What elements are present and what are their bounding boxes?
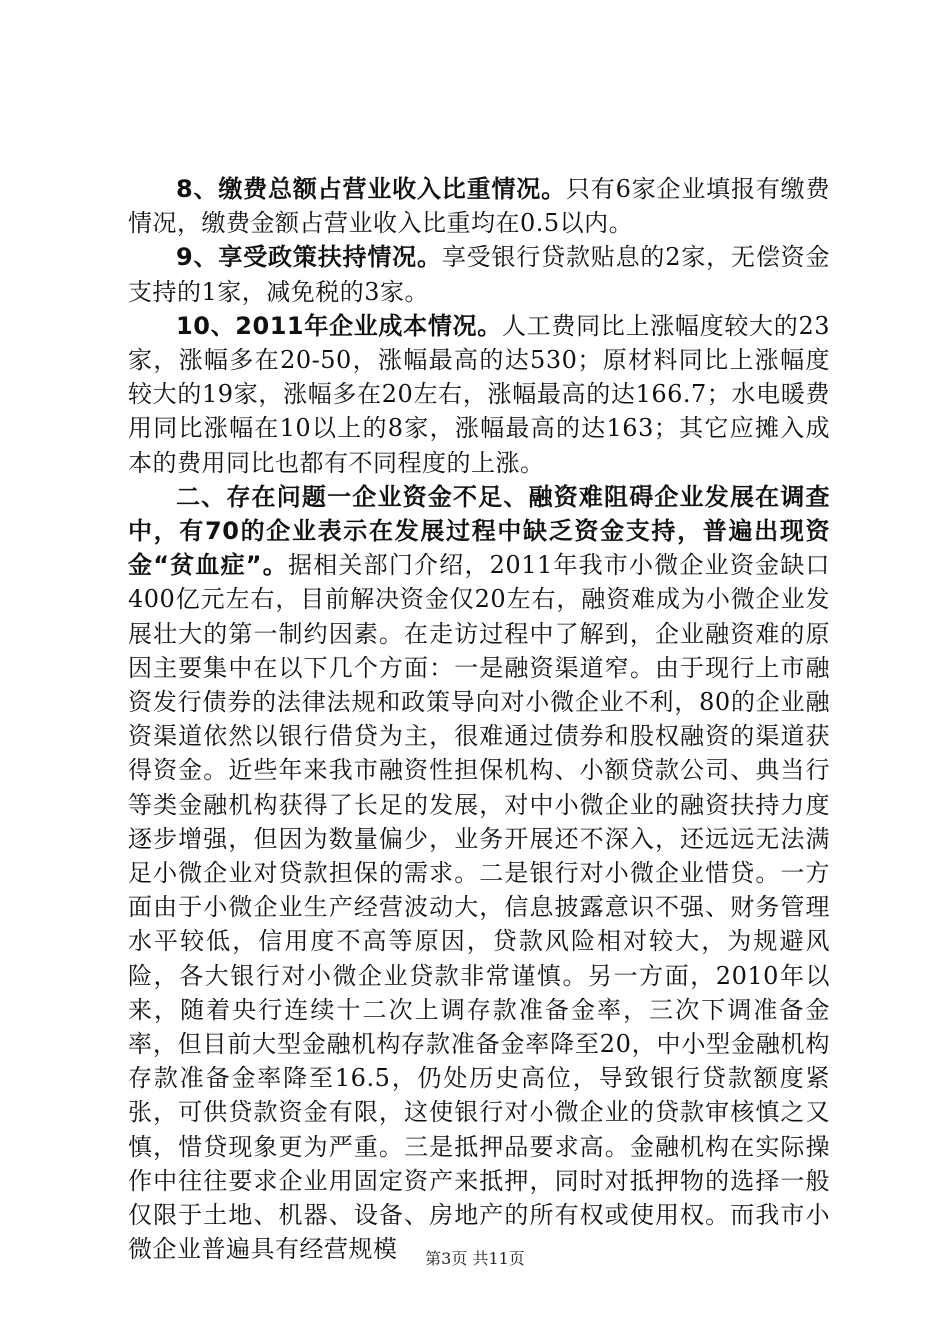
paragraph-policy-support [128, 240, 830, 308]
paragraph-enterprise-costs [128, 309, 830, 480]
paragraph-heading: 二、存在问题一企业资金不足、融资难阻碍企业发展在调查中，有70的企业表示在发展过程中缺乏资金支持，普遍出现资金“贫血症”。 [128, 482, 830, 580]
paragraph-text: 据相关部门介绍，2011年我市小微企业资金缺口400亿元左右，目前解决资金仅20左右，融资难成为小微企业发展壮大的第一制约因素。在走访过程中了解到，企业融资难的原因主要集中在以下几个方面：一是融资渠道窄。由于现行上市融资发行债券的法律法规和政策导向对小微企业不利，80的企业融资渠道依然以银行借贷为主，很难通过债券和股权融资的渠道获得资金。近些年来我市融资性担保机构、小额贷款公司、典当行等类金融机构获得了长足的发展，对中小微企业的融资扶持力度逐步增强，但因为数量偏少，业务开展还不深入，还远远无法满足小微企业对贷款担保的需求。二是银行对小微企业惜贷。一方面由于小微企业生产经营波动大，信息披露意识不强、财务管理水平较低，信用度不高等原因，贷款风险相对较大，为规避风险，各大银行对小微企业贷款非常谨慎。另一方面，2010年以来，随着央行连续十二次上调存款准备金率，三次下调准备金率，但目前大型金融机构存款准备金率降至20，中小型金融机构存款准备金率降至16.5，仍处历史高位，导致银行贷款额度紧张，可供贷款资金有限，这使银行对小微企业的贷款审核慎之又慎，惜贷现象更为严重。三是抵押品要求高。金融机构在实际操作中往往要求企业用固定资产来抵押，同时对抵押物的选择一般仅限于土地、机器、设备、房地产的所有权或使用权。而我市小微企业普遍具有经营规模 [128, 551, 831, 1264]
paragraph-text: 享受银行贷款贴息的2家，无偿资金支持的1家，减免税的3家。 [128, 243, 830, 306]
paragraph-text: 只有6家企业填报有缴费情况，缴费金额占营业收入比重均在0.5以内。 [128, 175, 830, 238]
page-footer [0, 1246, 950, 1269]
document-body [128, 172, 830, 1267]
paragraph-heading: 8、缴费总额占营业收入比重情况。 [176, 175, 566, 203]
paragraph-existing-problems [128, 480, 830, 1267]
paragraph-heading: 10、2011年企业成本情况。 [176, 311, 502, 340]
paragraph-heading: 9、享受政策扶持情况。 [176, 243, 442, 272]
paragraph-payment-ratio [128, 172, 830, 240]
page-number-label: 第3页 共11页 [425, 1249, 525, 1268]
paragraph-text: 人工费同比上涨幅度较大的23家，涨幅多在20-50，涨幅最高的达530；原材料同比上涨幅度较大的19家，涨幅多在20左右，涨幅最高的达166.7；水电暖费用同比涨幅在10以上的8家，涨幅最高的达163；其它应摊入成本的费用同比也都有不同程度的上涨。 [128, 311, 830, 477]
